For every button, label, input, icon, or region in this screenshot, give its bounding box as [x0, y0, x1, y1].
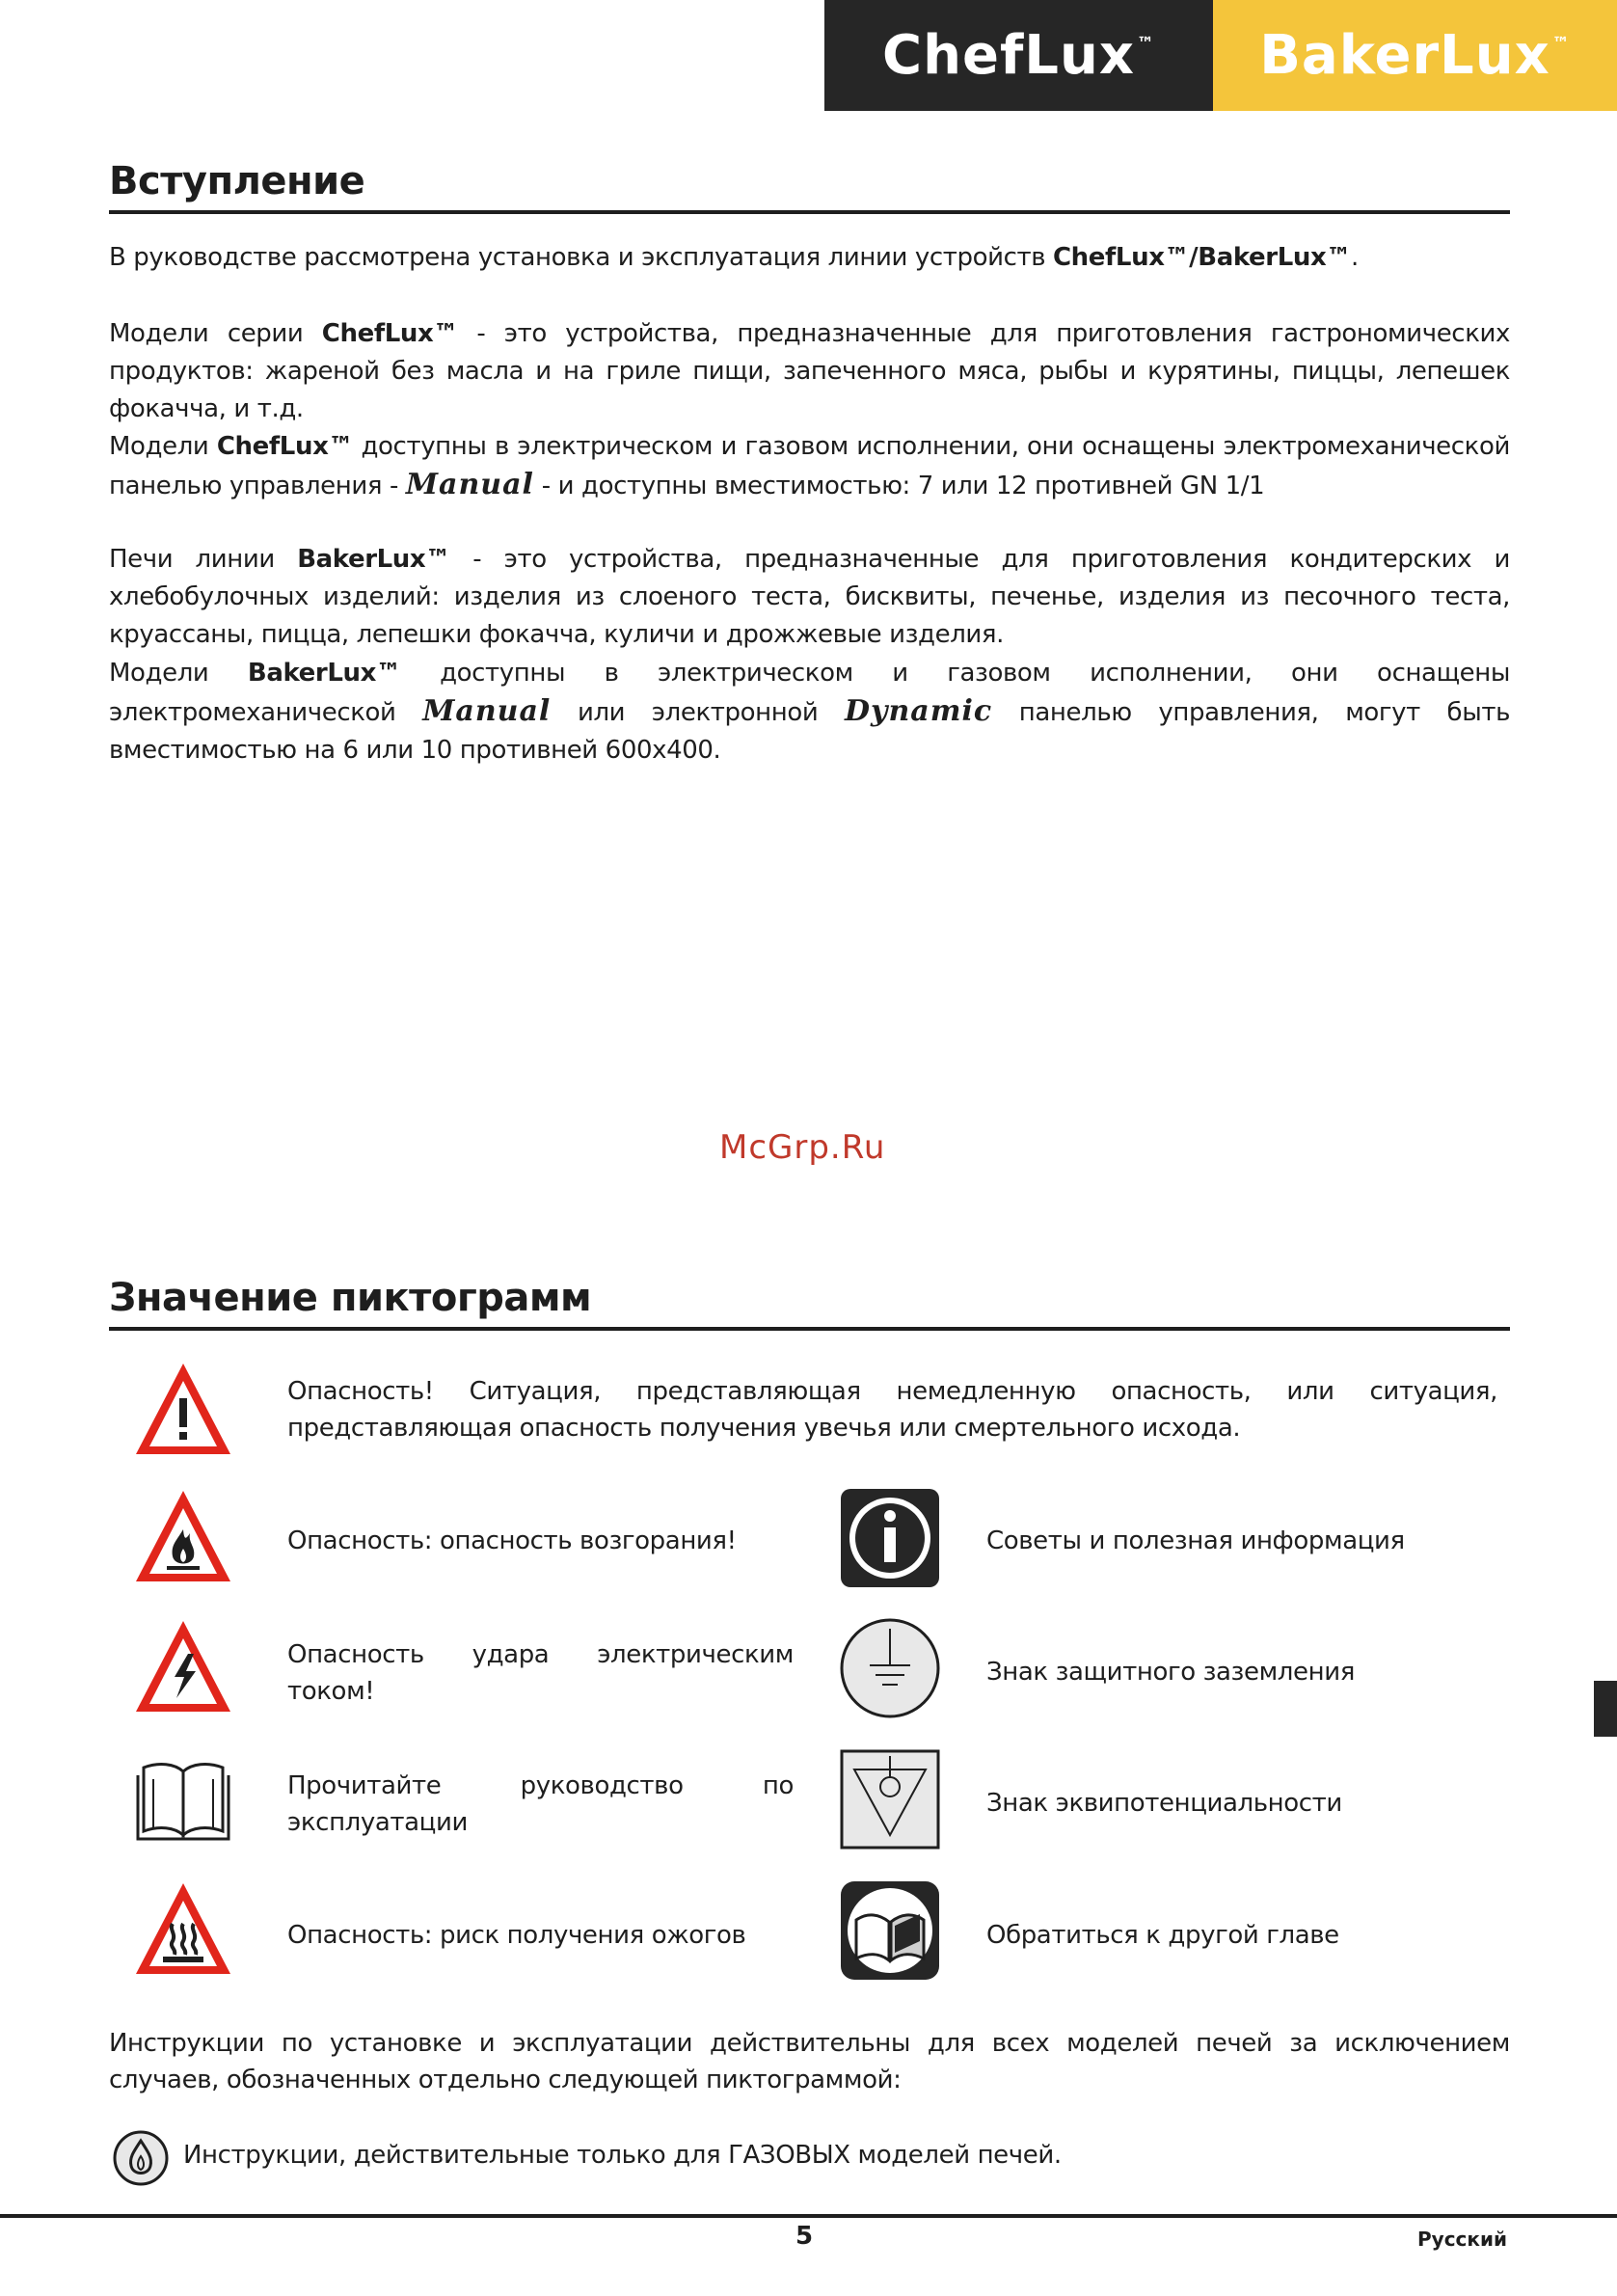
danger-text: Опасность! Ситуация, представляющая немедленную опасность, или ситуация, представляющая опасность получения увечья или смертельного исхода.	[287, 1377, 1497, 1443]
info-icon	[837, 1485, 943, 1591]
intro-p1-bold: ChefLux™/BakerLux™	[1053, 243, 1351, 272]
page-number: 5	[795, 2222, 814, 2251]
intro-p4-b: - это устройства, предназначенные для приготовления кондитерских и хлебобулочных изделий: изделия из слоеного теста, бисквиты, печенье, изделия из песочного теста, круассаны, пицца, лепешки фокачча, куличи и дрожжевые изделия.	[109, 545, 1510, 649]
language-label: Русский	[1417, 2228, 1508, 2251]
danger-warning-icon	[130, 1358, 236, 1464]
intro-p2-a: Модели серии	[109, 319, 322, 348]
fire-hazard-icon	[130, 1485, 236, 1591]
intro-paragraph-2	[109, 315, 1510, 428]
intro-p3-c: - и доступны вместимостью: 7 или 12 противней GN 1/1	[533, 472, 1265, 500]
watermark: McGrp.Ru	[719, 1128, 886, 1167]
intro-p4-bold: BakerLux™	[297, 545, 450, 574]
intro-title: Вступление	[109, 154, 1510, 214]
intro-p3-a: Модели	[109, 432, 217, 461]
fire-hazard-text: Опасность: опасность возгорания!	[287, 1526, 737, 1555]
intro-paragraph-3	[109, 428, 1510, 505]
electric-shock-icon	[130, 1615, 236, 1721]
intro-p3-bold: ChefLux™	[216, 432, 354, 461]
intro-p5-c: или электронной	[551, 698, 846, 727]
info-text: Советы и полезная информация	[986, 1526, 1405, 1555]
intro-p5-a: Модели	[109, 659, 248, 688]
burn-hazard-icon	[130, 1877, 236, 1984]
side-tab-marker	[1594, 1681, 1617, 1737]
intro-p2-b: - это устройства, предназначенные для приготовления гастрономических продуктов: жареной без масла и на гриле пищи, запеченного мяса, рыбы и курятины, пиццы, лепешек фокачча, и т.д.	[109, 319, 1510, 423]
intro-p4-a: Печи линии	[109, 545, 298, 574]
bakerlux-logo	[1213, 0, 1617, 111]
gas-flame-icon	[112, 2129, 170, 2187]
intro-p3-b: доступны в электрическом и газовом исполнении, они оснащены электромеханической панелью управления -	[109, 432, 1510, 500]
bakerlux-tm: ™	[1551, 34, 1571, 54]
ground-icon	[837, 1615, 943, 1721]
cheflux-tm: ™	[1136, 34, 1155, 54]
cheflux-logo	[824, 0, 1213, 111]
cheflux-logo-text: ChefLux	[882, 24, 1135, 87]
chapter-reference-icon	[837, 1877, 943, 1984]
intro-p5-bold: BakerLux™	[247, 659, 401, 688]
manual-script-logo-2: Manual	[422, 694, 552, 728]
read-manual-text: Прочитайте руководство по эксплуатации	[287, 1771, 794, 1837]
intro-paragraph-1	[109, 239, 1510, 277]
pictograms-title: Значение пиктограмм	[109, 1271, 1510, 1331]
intro-p5-b: доступны в электрическом и газовом исполнении, они оснащены электромеханической	[109, 659, 1511, 727]
intro-p2-bold: ChefLux™	[321, 319, 458, 348]
read-manual-icon	[130, 1746, 236, 1852]
manual-script-logo: Manual	[405, 468, 534, 501]
intro-paragraph-5	[109, 655, 1510, 770]
equipotential-text: Знак эквипотенциальности	[986, 1789, 1342, 1818]
intro-p5-d: панелью управления, могут быть вместимостью на 6 или 10 противней 600x400.	[109, 698, 1510, 765]
footer-divider	[0, 2214, 1617, 2218]
equipotential-icon	[837, 1746, 943, 1852]
burn-hazard-text: Опасность: риск получения ожогов	[287, 1921, 746, 1950]
dynamic-script-logo: Dynamic	[845, 694, 993, 728]
intro-p1-text: В руководстве рассмотрена установка и эксплуатация линии устройств	[109, 243, 1053, 272]
bakerlux-logo-text: BakerLux	[1259, 24, 1550, 87]
brand-header	[824, 0, 1617, 111]
gas-only-text: Инструкции, действительные только для ГАЗОВЫХ моделей печей.	[183, 2141, 1062, 2170]
intro-paragraph-4	[109, 541, 1510, 654]
electric-shock-text: Опасность удара электрическим током!	[287, 1640, 794, 1706]
instructions-note: Инструкции по установке и эксплуатации действительны для всех моделей печей за исключением случаев, обозначенных отдельно следующей пиктограммой:	[109, 2029, 1510, 2094]
chapter-reference-text: Обратиться к другой главе	[986, 1921, 1339, 1950]
intro-p1-end: .	[1350, 243, 1359, 272]
ground-text: Знак защитного заземления	[986, 1658, 1355, 1687]
